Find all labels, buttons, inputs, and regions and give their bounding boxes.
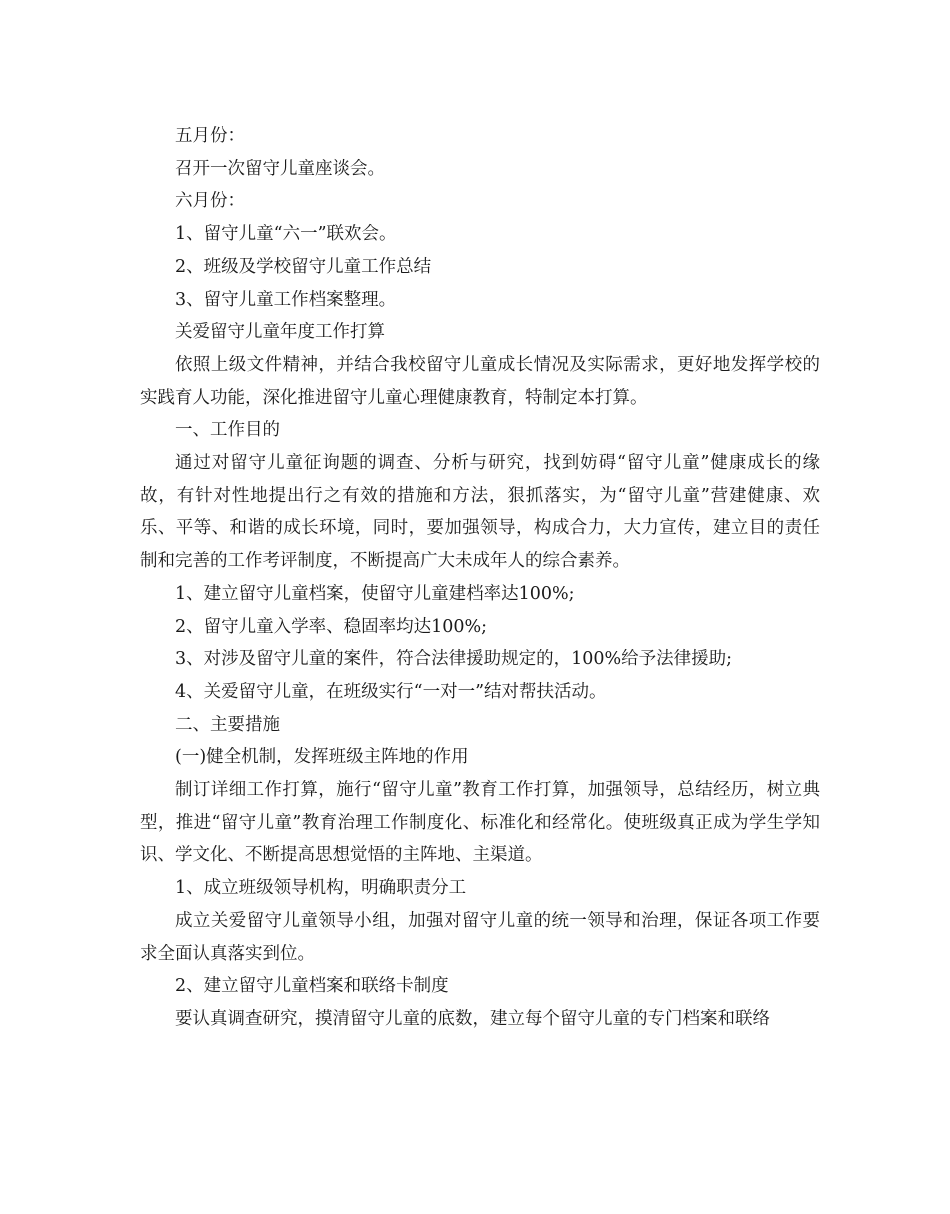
paragraph-june-item-2: 2、班级及学校留守儿童工作总结 <box>175 256 432 277</box>
measure-item-1-title: 1、成立班级领导机构，明确职责分工 <box>175 878 467 899</box>
goal-item-3: 3、对涉及留守儿童的案件，符合法律援助规定的，100%给予法律援助; <box>175 649 733 670</box>
goal-item-4: 4、关爱留守儿童，在班级实行“一对一”结对帮扶活动。 <box>175 681 607 702</box>
heading-main-measures: 二、主要措施 <box>175 714 280 735</box>
paragraph-june-item-3: 3、留守儿童工作档案整理。 <box>175 289 397 310</box>
paragraph-intro: 依照上级文件精神，并结合我校留守儿童成长情况及实际需求，更好地发挥学校的实践育人功能，深化推进留守儿童心理健康教育，特制定本打算。 <box>140 354 820 408</box>
heading-work-goal: 一、工作目的 <box>175 420 280 441</box>
paragraph-june-heading: 六月份： <box>175 191 245 212</box>
section-title: 关爱留守儿童年度工作打算 <box>175 322 385 343</box>
paragraph-mechanism: 制订详细工作打算，施行“留守儿童”教育工作打算，加强领导，总结经历，树立典型，推进“留守儿童”教育治理工作制度化、标准化和经常化。使班级真正成为学生学知识、学文化、不断提高思想觉悟的主阵地、主渠道。 <box>140 780 820 866</box>
goal-item-1: 1、建立留守儿童档案，使留守儿童建档率达100%; <box>175 583 575 604</box>
paragraph-may-heading: 五月份： <box>175 126 245 146</box>
paragraph-june-item-1: 1、留守儿童“六一”联欢会。 <box>175 224 397 245</box>
paragraph-may-item: 召开一次留守儿童座谈会。 <box>175 158 385 179</box>
paragraph-measure-2: 要认真调查研究，摸清留守儿童的底数，建立每个留守儿童的专门档案和联络 <box>175 1008 770 1029</box>
paragraph-work-goal: 通过对留守儿童征询题的调查、分析与研究，找到妨碍“留守儿童”健康成长的缘故，有针对性地提出行之有效的措施和方法，狠抓落实，为“留守儿童”营建健康、欢乐、平等、和谐的成长环境，同时，要加强领导，构成合力，大力宣传，建立目的责任制和完善的工作考评制度，不断提高广大未成年人的综合素养。 <box>140 453 820 572</box>
document-body <box>140 120 820 1036</box>
subheading-mechanism: (一)健全机制，发挥班级主阵地的作用 <box>175 747 469 768</box>
paragraph-measure-1: 成立关爱留守儿童领导小组，加强对留守儿童的统一领导和治理，保证各项工作要求全面认真落实到位。 <box>140 910 820 964</box>
measure-item-2-title: 2、建立留守儿童档案和联络卡制度 <box>175 976 449 997</box>
goal-item-2: 2、留守儿童入学率、稳固率均达100%; <box>175 616 488 637</box>
